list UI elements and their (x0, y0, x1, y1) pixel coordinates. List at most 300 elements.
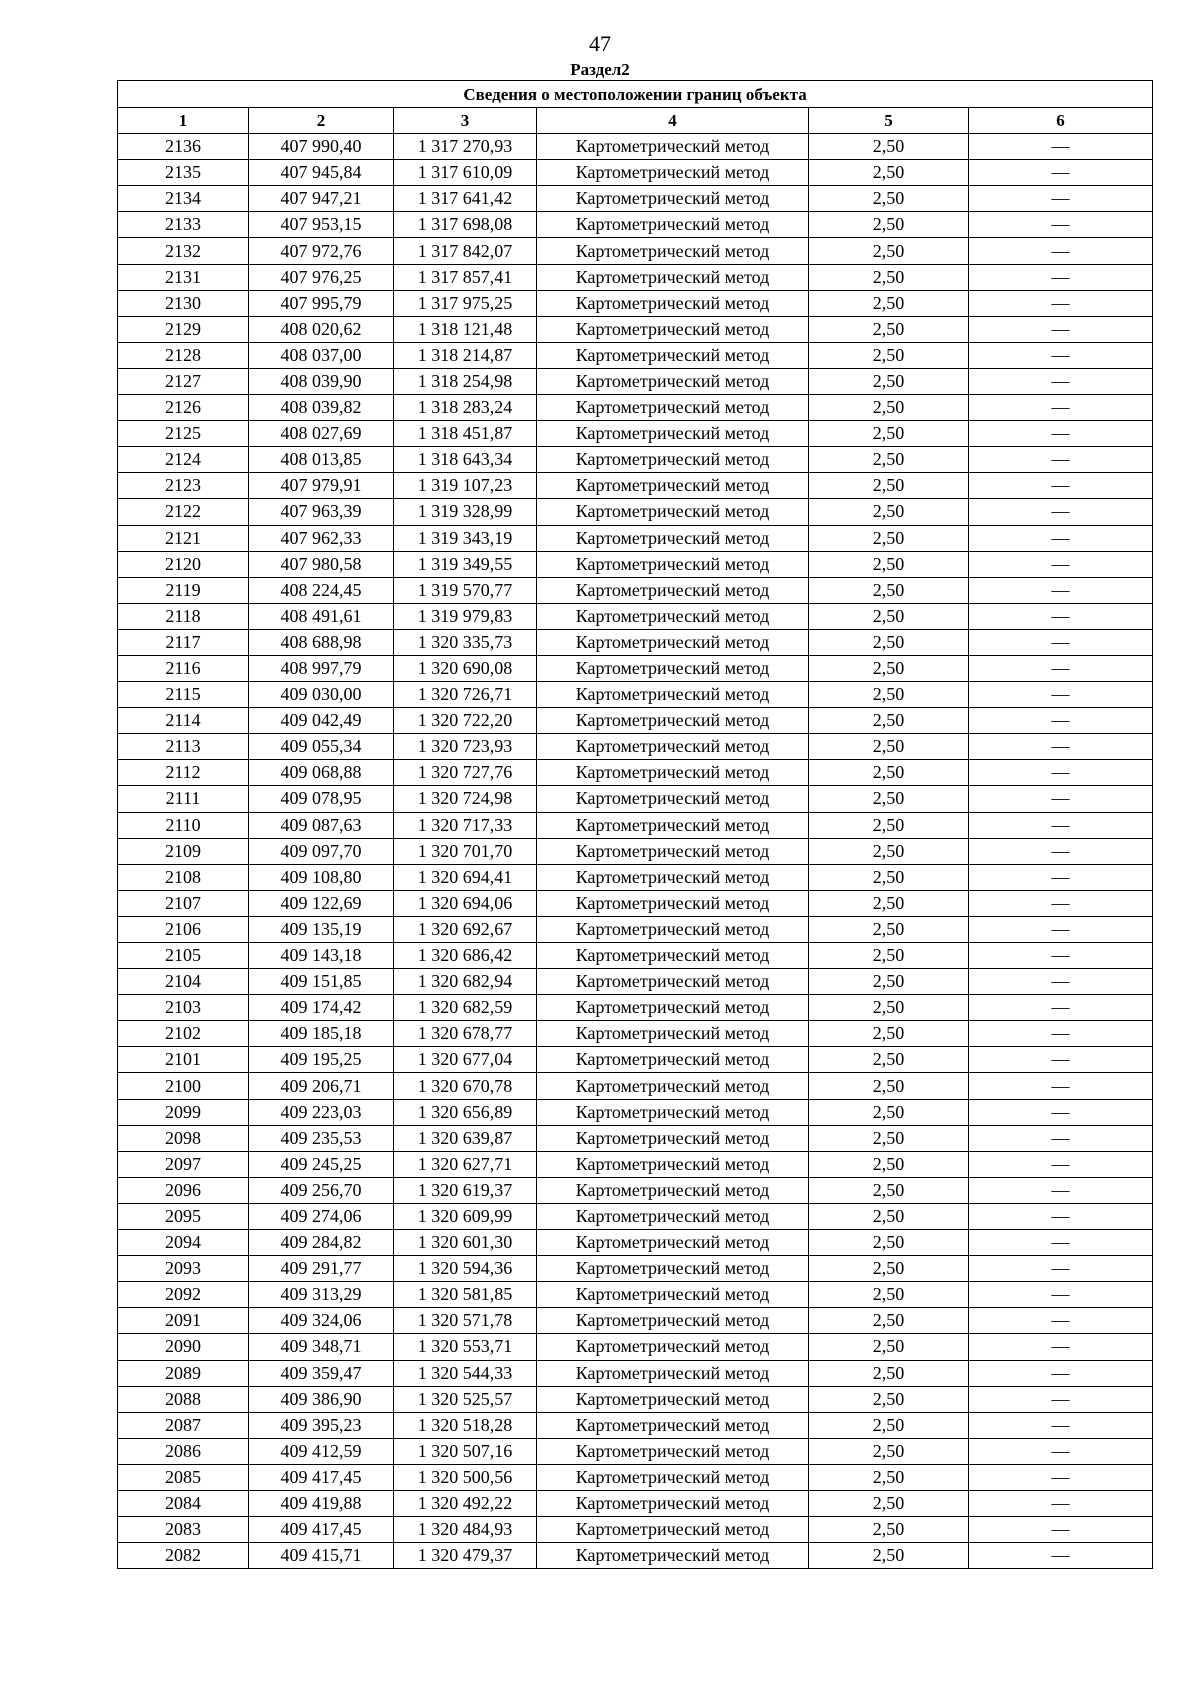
description-cell: — (969, 473, 1153, 499)
method-cell: Картометрический метод (537, 1282, 809, 1308)
point-number-cell: 2099 (118, 1099, 249, 1125)
description-cell: — (969, 160, 1153, 186)
method-cell: Картометрический метод (537, 708, 809, 734)
point-number-cell: 2095 (118, 1203, 249, 1229)
table-row (118, 134, 1153, 160)
table-row (118, 1438, 1153, 1464)
y-coordinate-cell: 1 319 570,77 (394, 577, 537, 603)
point-number-cell: 2096 (118, 1177, 249, 1203)
x-coordinate-cell: 409 087,63 (249, 812, 394, 838)
accuracy-cell: 2,50 (809, 1308, 969, 1334)
y-coordinate-cell: 1 318 451,87 (394, 421, 537, 447)
description-cell: — (969, 786, 1153, 812)
accuracy-cell: 2,50 (809, 1151, 969, 1177)
point-number-cell: 2110 (118, 812, 249, 838)
column-header: 1 (118, 108, 249, 134)
point-number-cell: 2115 (118, 682, 249, 708)
x-coordinate-cell: 408 491,61 (249, 603, 394, 629)
method-cell: Картометрический метод (537, 812, 809, 838)
y-coordinate-cell: 1 317 842,07 (394, 238, 537, 264)
accuracy-cell: 2,50 (809, 603, 969, 629)
table-row (118, 212, 1153, 238)
y-coordinate-cell: 1 320 694,41 (394, 864, 537, 890)
description-cell: — (969, 629, 1153, 655)
y-coordinate-cell: 1 320 726,71 (394, 682, 537, 708)
accuracy-cell: 2,50 (809, 186, 969, 212)
y-coordinate-cell: 1 320 484,93 (394, 1517, 537, 1543)
point-number-cell: 2121 (118, 525, 249, 551)
point-number-cell: 2082 (118, 1543, 249, 1569)
description-cell: — (969, 1490, 1153, 1516)
description-cell: — (969, 890, 1153, 916)
description-cell: — (969, 421, 1153, 447)
point-number-cell: 2132 (118, 238, 249, 264)
description-cell: — (969, 1412, 1153, 1438)
table-row (118, 1151, 1153, 1177)
table-row (118, 734, 1153, 760)
x-coordinate-cell: 409 206,71 (249, 1073, 394, 1099)
table-row (118, 812, 1153, 838)
accuracy-cell: 2,50 (809, 395, 969, 421)
description-cell: — (969, 1203, 1153, 1229)
description-cell: — (969, 943, 1153, 969)
description-cell: — (969, 368, 1153, 394)
method-cell: Картометрический метод (537, 342, 809, 368)
method-cell: Картометрический метод (537, 473, 809, 499)
method-cell: Картометрический метод (537, 1203, 809, 1229)
description-cell: — (969, 186, 1153, 212)
method-cell: Картометрический метод (537, 551, 809, 577)
y-coordinate-cell: 1 318 214,87 (394, 342, 537, 368)
x-coordinate-cell: 409 042,49 (249, 708, 394, 734)
y-coordinate-cell: 1 320 619,37 (394, 1177, 537, 1203)
description-cell: — (969, 1282, 1153, 1308)
accuracy-cell: 2,50 (809, 447, 969, 473)
point-number-cell: 2135 (118, 160, 249, 186)
method-cell: Картометрический метод (537, 1517, 809, 1543)
point-number-cell: 2127 (118, 368, 249, 394)
point-number-cell: 2126 (118, 395, 249, 421)
x-coordinate-cell: 408 688,98 (249, 629, 394, 655)
y-coordinate-cell: 1 320 727,76 (394, 760, 537, 786)
description-cell: — (969, 864, 1153, 890)
method-cell: Картометрический метод (537, 1256, 809, 1282)
point-number-cell: 2103 (118, 995, 249, 1021)
method-cell: Картометрический метод (537, 1125, 809, 1151)
y-coordinate-cell: 1 320 507,16 (394, 1438, 537, 1464)
method-cell: Картометрический метод (537, 186, 809, 212)
description-cell: — (969, 316, 1153, 342)
table-row (118, 342, 1153, 368)
method-cell: Картометрический метод (537, 1490, 809, 1516)
table-row (118, 943, 1153, 969)
accuracy-cell: 2,50 (809, 342, 969, 368)
table-row (118, 1177, 1153, 1203)
method-cell: Картометрический метод (537, 316, 809, 342)
description-cell: — (969, 838, 1153, 864)
accuracy-cell: 2,50 (809, 1021, 969, 1047)
table-caption: Сведения о местоположении границ объекта (118, 81, 1153, 108)
section-title: Раздел2 (570, 60, 630, 79)
description-cell: — (969, 1543, 1153, 1569)
x-coordinate-cell: 409 097,70 (249, 838, 394, 864)
point-number-cell: 2106 (118, 916, 249, 942)
y-coordinate-cell: 1 319 349,55 (394, 551, 537, 577)
table-row (118, 160, 1153, 186)
y-coordinate-cell: 1 320 694,06 (394, 890, 537, 916)
y-coordinate-cell: 1 320 500,56 (394, 1464, 537, 1490)
point-number-cell: 2101 (118, 1047, 249, 1073)
point-number-cell: 2134 (118, 186, 249, 212)
description-cell: — (969, 1047, 1153, 1073)
method-cell: Картометрический метод (537, 1360, 809, 1386)
column-number-row (118, 108, 1153, 134)
accuracy-cell: 2,50 (809, 264, 969, 290)
description-cell: — (969, 682, 1153, 708)
y-coordinate-cell: 1 317 641,42 (394, 186, 537, 212)
y-coordinate-cell: 1 320 677,04 (394, 1047, 537, 1073)
x-coordinate-cell: 409 135,19 (249, 916, 394, 942)
description-cell: — (969, 969, 1153, 995)
description-cell: — (969, 1125, 1153, 1151)
method-cell: Картометрический метод (537, 525, 809, 551)
point-number-cell: 2093 (118, 1256, 249, 1282)
description-cell: — (969, 1073, 1153, 1099)
accuracy-cell: 2,50 (809, 1490, 969, 1516)
table-row (118, 629, 1153, 655)
method-cell: Картометрический метод (537, 864, 809, 890)
method-cell: Картометрический метод (537, 290, 809, 316)
x-coordinate-cell: 407 947,21 (249, 186, 394, 212)
accuracy-cell: 2,50 (809, 421, 969, 447)
accuracy-cell: 2,50 (809, 1073, 969, 1099)
point-number-cell: 2119 (118, 577, 249, 603)
table-row (118, 969, 1153, 995)
y-coordinate-cell: 1 320 717,33 (394, 812, 537, 838)
table-row (118, 525, 1153, 551)
method-cell: Картометрический метод (537, 995, 809, 1021)
x-coordinate-cell: 409 324,06 (249, 1308, 394, 1334)
accuracy-cell: 2,50 (809, 1256, 969, 1282)
table-row (118, 421, 1153, 447)
x-coordinate-cell: 409 417,45 (249, 1517, 394, 1543)
x-coordinate-cell: 408 039,90 (249, 368, 394, 394)
point-number-cell: 2130 (118, 290, 249, 316)
description-cell: — (969, 1386, 1153, 1412)
x-coordinate-cell: 408 997,79 (249, 655, 394, 681)
point-number-cell: 2084 (118, 1490, 249, 1516)
y-coordinate-cell: 1 318 254,98 (394, 368, 537, 394)
method-cell: Картометрический метод (537, 1047, 809, 1073)
accuracy-cell: 2,50 (809, 1517, 969, 1543)
point-number-cell: 2083 (118, 1517, 249, 1543)
x-coordinate-cell: 409 223,03 (249, 1099, 394, 1125)
method-cell: Картометрический метод (537, 212, 809, 238)
description-cell: — (969, 1464, 1153, 1490)
table-row (118, 1334, 1153, 1360)
table-row (118, 995, 1153, 1021)
accuracy-cell: 2,50 (809, 655, 969, 681)
method-cell: Картометрический метод (537, 1073, 809, 1099)
y-coordinate-cell: 1 320 639,87 (394, 1125, 537, 1151)
table-row (118, 838, 1153, 864)
method-cell: Картометрический метод (537, 395, 809, 421)
description-cell: — (969, 238, 1153, 264)
point-number-cell: 2107 (118, 890, 249, 916)
x-coordinate-cell: 409 395,23 (249, 1412, 394, 1438)
x-coordinate-cell: 407 953,15 (249, 212, 394, 238)
point-number-cell: 2128 (118, 342, 249, 368)
column-header: 4 (537, 108, 809, 134)
x-coordinate-cell: 409 245,25 (249, 1151, 394, 1177)
accuracy-cell: 2,50 (809, 838, 969, 864)
description-cell: — (969, 1334, 1153, 1360)
y-coordinate-cell: 1 320 518,28 (394, 1412, 537, 1438)
method-cell: Картометрический метод (537, 1308, 809, 1334)
accuracy-cell: 2,50 (809, 890, 969, 916)
accuracy-cell: 2,50 (809, 316, 969, 342)
table-row (118, 1282, 1153, 1308)
y-coordinate-cell: 1 319 343,19 (394, 525, 537, 551)
x-coordinate-cell: 409 235,53 (249, 1125, 394, 1151)
method-cell: Картометрический метод (537, 447, 809, 473)
y-coordinate-cell: 1 320 723,93 (394, 734, 537, 760)
x-coordinate-cell: 408 037,00 (249, 342, 394, 368)
table-row (118, 1360, 1153, 1386)
y-coordinate-cell: 1 320 627,71 (394, 1151, 537, 1177)
table-row (118, 264, 1153, 290)
table-row (118, 1386, 1153, 1412)
x-coordinate-cell: 409 313,29 (249, 1282, 394, 1308)
point-number-cell: 2085 (118, 1464, 249, 1490)
table-row (118, 1490, 1153, 1516)
table-row (118, 1256, 1153, 1282)
y-coordinate-cell: 1 317 610,09 (394, 160, 537, 186)
point-number-cell: 2123 (118, 473, 249, 499)
y-coordinate-cell: 1 320 682,94 (394, 969, 537, 995)
point-number-cell: 2094 (118, 1230, 249, 1256)
method-cell: Картометрический метод (537, 160, 809, 186)
table-row (118, 1203, 1153, 1229)
column-header: 5 (809, 108, 969, 134)
method-cell: Картометрический метод (537, 577, 809, 603)
accuracy-cell: 2,50 (809, 1464, 969, 1490)
description-cell: — (969, 1517, 1153, 1543)
point-number-cell: 2112 (118, 760, 249, 786)
table-row (118, 1543, 1153, 1569)
method-cell: Картометрический метод (537, 760, 809, 786)
x-coordinate-cell: 409 412,59 (249, 1438, 394, 1464)
x-coordinate-cell: 409 078,95 (249, 786, 394, 812)
y-coordinate-cell: 1 318 643,34 (394, 447, 537, 473)
point-number-cell: 2129 (118, 316, 249, 342)
accuracy-cell: 2,50 (809, 499, 969, 525)
accuracy-cell: 2,50 (809, 629, 969, 655)
method-cell: Картометрический метод (537, 603, 809, 629)
y-coordinate-cell: 1 320 571,78 (394, 1308, 537, 1334)
point-number-cell: 2098 (118, 1125, 249, 1151)
description-cell: — (969, 264, 1153, 290)
description-cell: — (969, 212, 1153, 238)
y-coordinate-cell: 1 320 682,59 (394, 995, 537, 1021)
table-row (118, 1230, 1153, 1256)
description-cell: — (969, 525, 1153, 551)
table-row (118, 499, 1153, 525)
method-cell: Картометрический метод (537, 629, 809, 655)
x-coordinate-cell: 409 122,69 (249, 890, 394, 916)
description-cell: — (969, 1308, 1153, 1334)
x-coordinate-cell: 409 274,06 (249, 1203, 394, 1229)
point-number-cell: 2124 (118, 447, 249, 473)
x-coordinate-cell: 409 030,00 (249, 682, 394, 708)
y-coordinate-cell: 1 317 975,25 (394, 290, 537, 316)
x-coordinate-cell: 409 386,90 (249, 1386, 394, 1412)
accuracy-cell: 2,50 (809, 760, 969, 786)
x-coordinate-cell: 409 419,88 (249, 1490, 394, 1516)
table-row (118, 786, 1153, 812)
y-coordinate-cell: 1 320 553,71 (394, 1334, 537, 1360)
y-coordinate-cell: 1 320 609,99 (394, 1203, 537, 1229)
x-coordinate-cell: 407 990,40 (249, 134, 394, 160)
point-number-cell: 2091 (118, 1308, 249, 1334)
accuracy-cell: 2,50 (809, 812, 969, 838)
page-number: 47 (589, 31, 611, 56)
method-cell: Картометрический метод (537, 134, 809, 160)
x-coordinate-cell: 407 972,76 (249, 238, 394, 264)
column-header: 6 (969, 108, 1153, 134)
y-coordinate-cell: 1 317 270,93 (394, 134, 537, 160)
description-cell: — (969, 342, 1153, 368)
table-row (118, 1021, 1153, 1047)
y-coordinate-cell: 1 320 601,30 (394, 1230, 537, 1256)
point-number-cell: 2102 (118, 1021, 249, 1047)
accuracy-cell: 2,50 (809, 995, 969, 1021)
y-coordinate-cell: 1 320 581,85 (394, 1282, 537, 1308)
point-number-cell: 2114 (118, 708, 249, 734)
accuracy-cell: 2,50 (809, 1177, 969, 1203)
y-coordinate-cell: 1 320 656,89 (394, 1099, 537, 1125)
x-coordinate-cell: 407 995,79 (249, 290, 394, 316)
accuracy-cell: 2,50 (809, 238, 969, 264)
table-row (118, 603, 1153, 629)
method-cell: Картометрический метод (537, 1177, 809, 1203)
y-coordinate-cell: 1 320 701,70 (394, 838, 537, 864)
x-coordinate-cell: 409 108,80 (249, 864, 394, 890)
x-coordinate-cell: 409 055,34 (249, 734, 394, 760)
accuracy-cell: 2,50 (809, 212, 969, 238)
method-cell: Картометрический метод (537, 1412, 809, 1438)
point-number-cell: 2090 (118, 1334, 249, 1360)
method-cell: Картометрический метод (537, 1543, 809, 1569)
x-coordinate-cell: 407 980,58 (249, 551, 394, 577)
accuracy-cell: 2,50 (809, 1543, 969, 1569)
accuracy-cell: 2,50 (809, 682, 969, 708)
point-number-cell: 2100 (118, 1073, 249, 1099)
y-coordinate-cell: 1 319 979,83 (394, 603, 537, 629)
point-number-cell: 2108 (118, 864, 249, 890)
table-row (118, 708, 1153, 734)
table-row (118, 473, 1153, 499)
y-coordinate-cell: 1 320 722,20 (394, 708, 537, 734)
y-coordinate-cell: 1 320 724,98 (394, 786, 537, 812)
method-cell: Картометрический метод (537, 499, 809, 525)
y-coordinate-cell: 1 320 479,37 (394, 1543, 537, 1569)
description-cell: — (969, 1099, 1153, 1125)
method-cell: Картометрический метод (537, 655, 809, 681)
y-coordinate-cell: 1 320 335,73 (394, 629, 537, 655)
point-number-cell: 2104 (118, 969, 249, 995)
table-row (118, 395, 1153, 421)
description-cell: — (969, 1256, 1153, 1282)
table-row (118, 447, 1153, 473)
method-cell: Картометрический метод (537, 1334, 809, 1360)
table-row (118, 655, 1153, 681)
x-coordinate-cell: 409 415,71 (249, 1543, 394, 1569)
description-cell: — (969, 290, 1153, 316)
table-row (118, 1412, 1153, 1438)
accuracy-cell: 2,50 (809, 1438, 969, 1464)
description-cell: — (969, 603, 1153, 629)
y-coordinate-cell: 1 319 328,99 (394, 499, 537, 525)
y-coordinate-cell: 1 320 670,78 (394, 1073, 537, 1099)
table-caption-row (118, 81, 1153, 108)
y-coordinate-cell: 1 319 107,23 (394, 473, 537, 499)
description-cell: — (969, 1230, 1153, 1256)
table-row (118, 1073, 1153, 1099)
accuracy-cell: 2,50 (809, 525, 969, 551)
description-cell: — (969, 134, 1153, 160)
y-coordinate-cell: 1 320 692,67 (394, 916, 537, 942)
description-cell: — (969, 708, 1153, 734)
y-coordinate-cell: 1 320 492,22 (394, 1490, 537, 1516)
table-row (118, 316, 1153, 342)
description-cell: — (969, 551, 1153, 577)
point-number-cell: 2136 (118, 134, 249, 160)
table-row (118, 1308, 1153, 1334)
x-coordinate-cell: 408 224,45 (249, 577, 394, 603)
point-number-cell: 2116 (118, 655, 249, 681)
description-cell: — (969, 1151, 1153, 1177)
accuracy-cell: 2,50 (809, 1203, 969, 1229)
accuracy-cell: 2,50 (809, 577, 969, 603)
table-row (118, 368, 1153, 394)
table-row (118, 1517, 1153, 1543)
table-row (118, 1099, 1153, 1125)
method-cell: Картометрический метод (537, 1464, 809, 1490)
method-cell: Картометрический метод (537, 1021, 809, 1047)
point-number-cell: 2122 (118, 499, 249, 525)
description-cell: — (969, 447, 1153, 473)
description-cell: — (969, 734, 1153, 760)
accuracy-cell: 2,50 (809, 1412, 969, 1438)
accuracy-cell: 2,50 (809, 734, 969, 760)
y-coordinate-cell: 1 320 678,77 (394, 1021, 537, 1047)
x-coordinate-cell: 409 195,25 (249, 1047, 394, 1073)
table-row (118, 1125, 1153, 1151)
y-coordinate-cell: 1 320 690,08 (394, 655, 537, 681)
description-cell: — (969, 916, 1153, 942)
x-coordinate-cell: 408 013,85 (249, 447, 394, 473)
accuracy-cell: 2,50 (809, 786, 969, 812)
y-coordinate-cell: 1 320 544,33 (394, 1360, 537, 1386)
method-cell: Картометрический метод (537, 264, 809, 290)
point-number-cell: 2118 (118, 603, 249, 629)
x-coordinate-cell: 409 185,18 (249, 1021, 394, 1047)
accuracy-cell: 2,50 (809, 473, 969, 499)
accuracy-cell: 2,50 (809, 368, 969, 394)
table-row (118, 916, 1153, 942)
description-cell: — (969, 812, 1153, 838)
